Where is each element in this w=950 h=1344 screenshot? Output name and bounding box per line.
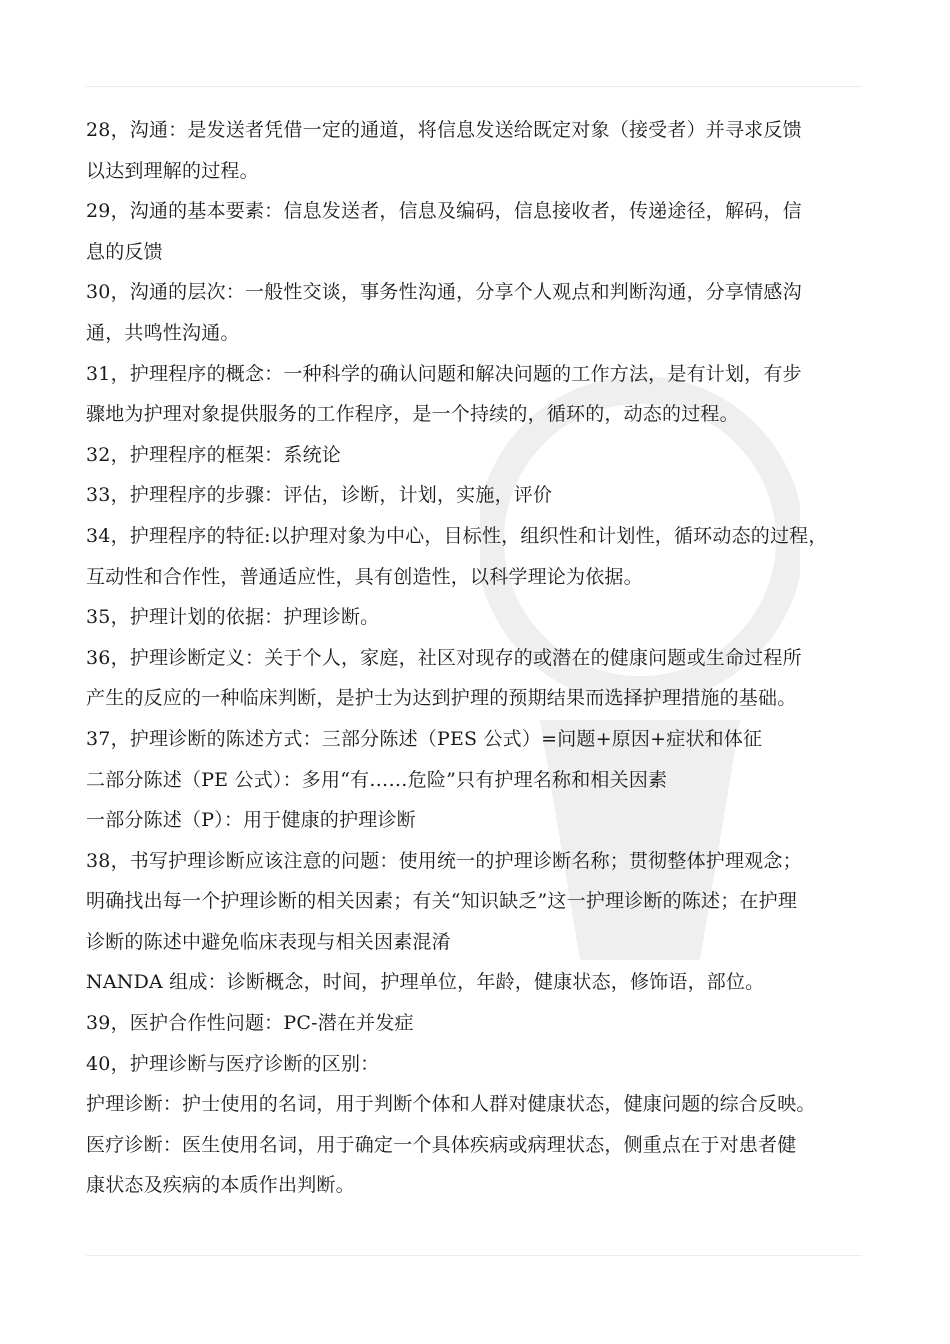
- text-line: 36，护理诊断定义：关于个人，家庭，社区对现存的或潜在的健康问题或生命过程所: [86, 646, 802, 669]
- text-line: 28，沟通：是发送者凭借一定的通道，将信息发送给既定对象（接受者）并寻求反馈: [86, 119, 802, 141]
- text-line: 诊断的陈述中避免临床表现与相关因素混淆: [86, 930, 451, 953]
- text-line: 息的反馈: [86, 240, 163, 263]
- text-line: 骤地为护理对象提供服务的工作程序，是一个持续的，循环的，动态的过程。: [86, 403, 739, 426]
- text-line: 护理诊断：护士使用的名词，用于判断个体和人群对健康状态，健康问题的综合反映。: [86, 1093, 816, 1116]
- text-line: NANDA 组成：诊断概念，时间，护理单位，年龄，健康状态，修饰语，部位。: [86, 971, 765, 994]
- text-line: 38，书写护理诊断应该注意的问题：使用统一的护理诊断名称；贯彻整体护理观念；: [86, 849, 802, 872]
- text-line: 康状态及疾病的本质作出判断。: [86, 1174, 355, 1197]
- text-line: 二部分陈述（PE 公式）：多用“有……危险”只有护理名称和相关因素: [86, 768, 668, 791]
- text-line: 32，护理程序的框架：系统论: [86, 443, 341, 466]
- footer-rule: [86, 1255, 862, 1256]
- text-line: 产生的反应的一种临床判断，是护士为达到护理的预期结果而选择护理措施的基础。: [86, 687, 797, 710]
- text-line: 31，护理程序的概念：一种科学的确认问题和解决问题的工作方法，是有计划，有步: [86, 362, 802, 385]
- text-line: 40，护理诊断与医疗诊断的区别：: [86, 1052, 380, 1075]
- text-line: 以达到理解的过程。: [86, 159, 259, 182]
- text-line: 33，护理程序的步骤：评估，诊断，计划，实施，评价: [86, 484, 553, 507]
- text-line: 37，护理诊断的陈述方式：三部分陈述（PES 公式）=问题+原因+症状和体征: [86, 727, 763, 750]
- text-line: 29，沟通的基本要素：信息发送者，信息及编码，信息接收者，传递途径，解码，信: [86, 200, 802, 223]
- text-line: 通，共鸣性沟通。: [86, 321, 240, 344]
- text-line: 35，护理计划的依据：护理诊断。: [86, 606, 380, 629]
- text-line: 39，医护合作性问题：PC-潜在并发症: [86, 1012, 414, 1035]
- text-line: 30，沟通的层次：一般性交谈，事务性沟通，分享个人观点和判断沟通，分享情感沟: [86, 281, 802, 304]
- text-line: 医疗诊断：医生使用名词，用于确定一个具体疾病或病理状态，侧重点在于对患者健: [86, 1133, 797, 1156]
- header-rule: [86, 86, 862, 87]
- document-body: [86, 110, 876, 1206]
- text-line: 一部分陈述（P）：用于健康的护理诊断: [86, 809, 416, 832]
- text-line: 互动性和合作性，普通适应性，具有创造性，以科学理论为依据。: [86, 565, 643, 588]
- text-line: 明确找出每一个护理诊断的相关因素；有关“知识缺乏”这一护理诊断的陈述；在护理: [86, 890, 798, 913]
- text-line: 34，护理程序的特征:以护理对象为中心，目标性，组织性和计划性，循环动态的过程，: [86, 524, 828, 547]
